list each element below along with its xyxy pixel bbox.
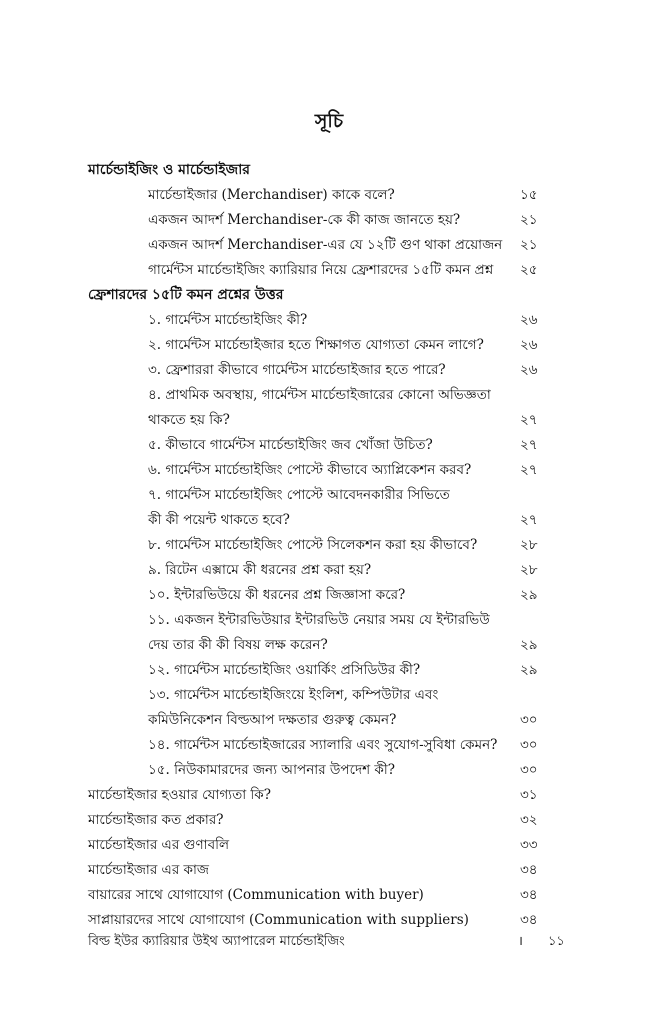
toc-entry-text: মার্চেন্ডাইজিং ও মার্চেন্ডাইজার bbox=[88, 162, 250, 178]
toc-entry bbox=[0, 408, 658, 433]
toc-entry bbox=[0, 633, 658, 658]
toc-entry-page-number: ১৫ bbox=[520, 187, 538, 203]
toc-entry-page-number: ২৬ bbox=[520, 312, 538, 328]
toc-entry bbox=[0, 758, 658, 783]
toc-entry-text: একজন আদর্শ Merchandiser-এর যে ১২টি গুণ থাকা প্রয়োজন bbox=[148, 237, 503, 253]
toc-entry-text: ১. গার্মেন্টস মার্চেন্ডাইজিং কী? bbox=[148, 312, 308, 328]
toc-entry bbox=[0, 558, 658, 583]
toc-entry-text: ৮. গার্মেন্টস মার্চেন্ডাইজিং পোস্টে সিলেকশন করা হয় কীভাবে? bbox=[148, 537, 478, 553]
toc-entry bbox=[0, 358, 658, 383]
toc-section-heading bbox=[0, 283, 658, 308]
toc-entry-page-number: ২৭ bbox=[520, 462, 538, 478]
toc-entry-page-number: ২৬ bbox=[520, 337, 538, 353]
toc-entry-text: দেয় তার কী কী বিষয় লক্ষ করেন? bbox=[148, 637, 328, 653]
footer-page-number: ১১ bbox=[548, 934, 565, 949]
toc-entry-page-number: ২১ bbox=[520, 237, 538, 253]
toc-entry-text: ৯. রিটেন এক্সামে কী ধরনের প্রশ্ন করা হয়? bbox=[148, 562, 372, 578]
toc-entry-text: মার্চেন্ডাইজার (Merchandiser) কাকে বলে? bbox=[148, 187, 395, 203]
toc-entry bbox=[0, 658, 658, 683]
toc-entry-page-number: ২৮ bbox=[520, 537, 538, 553]
toc-entry bbox=[0, 333, 658, 358]
toc-entry-text: ১৫. নিউকামারদের জন্য আপনার উপদেশ কী? bbox=[148, 762, 395, 778]
toc-entry bbox=[0, 583, 658, 608]
toc-entry-page-number: ৩৩ bbox=[520, 837, 538, 853]
toc-entry-text: ৩. ফ্রেশাররা কীভাবে গার্মেন্টস মার্চেন্ডাইজার হতে পারে? bbox=[148, 362, 446, 378]
toc-entry bbox=[0, 433, 658, 458]
toc-entry-page-number: ২৯ bbox=[520, 662, 538, 678]
toc-entry bbox=[0, 483, 658, 508]
toc-entry-page-number: ২৭ bbox=[520, 512, 538, 528]
toc-entry bbox=[0, 383, 658, 408]
toc-entry-text: ফ্রেশারদের ১৫টি কমন প্রশ্নের উত্তর bbox=[88, 287, 284, 303]
toc-entry-page-number: ৩০ bbox=[520, 712, 538, 728]
toc-entry bbox=[0, 608, 658, 633]
toc-entry-text: ১৪. গার্মেন্টস মার্চেন্ডাইজারের স্যালারি এবং সুযোগ-সুবিধা কেমন? bbox=[148, 737, 498, 753]
toc-entry-text: ১০. ইন্টারভিউয়ে কী ধরনের প্রশ্ন জিজ্ঞাসা করে? bbox=[148, 587, 406, 603]
toc-entry-text: কী কী পয়েন্ট থাকতে হবে? bbox=[148, 512, 290, 528]
page-title: সূচি bbox=[314, 110, 344, 132]
toc-entry-text: বায়ারের সাথে যোগাযোগ (Communication with buyer) bbox=[88, 887, 424, 903]
footer-separator: । bbox=[518, 934, 523, 949]
toc-entry bbox=[0, 183, 658, 208]
toc-entry bbox=[0, 783, 658, 808]
toc-entry-text: ৬. গার্মেন্টস মার্চেন্ডাইজিং পোস্টে কীভাবে অ্যাপ্লিকেশন করব? bbox=[148, 462, 472, 478]
toc-entry-text: গার্মেন্টস মার্চেন্ডাইজিং ক্যারিয়ার নিয়ে ফ্রেশারদের ১৫টি কমন প্রশ্ন bbox=[148, 262, 494, 278]
toc-entry-page-number: ৩৪ bbox=[520, 862, 538, 878]
toc-entry-text: ৪. প্রাথমিক অবস্থায়, গার্মেন্টস মার্চেন্ডাইজারের কোনো অভিজ্ঞতা bbox=[148, 387, 491, 403]
toc-entry-text: মার্চেন্ডাইজার এর গুণাবলি bbox=[88, 837, 230, 853]
toc-entry bbox=[0, 883, 658, 908]
table-of-contents bbox=[0, 158, 658, 933]
toc-entry-page-number: ৩৪ bbox=[520, 912, 538, 928]
toc-entry bbox=[0, 858, 658, 883]
toc-entry-text: একজন আদর্শ Merchandiser-কে কী কাজ জানতে হয়? bbox=[148, 212, 461, 228]
toc-entry bbox=[0, 683, 658, 708]
toc-entry-page-number: ৩০ bbox=[520, 737, 538, 753]
toc-entry bbox=[0, 708, 658, 733]
page-footer bbox=[0, 930, 658, 954]
toc-entry-text: ৭. গার্মেন্টস মার্চেন্ডাইজিং পোস্টে আবেদনকারীর সিভিতে bbox=[148, 487, 450, 503]
toc-entry bbox=[0, 508, 658, 533]
toc-entry-page-number: ২১ bbox=[520, 212, 538, 228]
toc-entry bbox=[0, 833, 658, 858]
toc-entry-text: ১১. একজন ইন্টারভিউয়ার ইন্টারভিউ নেয়ার সময় যে ইন্টারভিউ bbox=[148, 612, 490, 628]
toc-entry bbox=[0, 208, 658, 233]
toc-entry-text: সাপ্লায়ারদের সাথে যোগাযোগ (Communication with suppliers) bbox=[88, 912, 469, 928]
toc-entry-page-number: ২৮ bbox=[520, 562, 538, 578]
toc-entry-text: থাকতে হয় কি? bbox=[148, 412, 230, 428]
toc-entry-text: ৫. কীভাবে গার্মেন্টস মার্চেন্ডাইজিং জব খোঁজা উচিত? bbox=[148, 437, 433, 453]
toc-entry-text: কমিউনিকেশন বিল্ডআপ দক্ষতার গুরুত্ব কেমন? bbox=[148, 712, 397, 728]
toc-entry-text: মার্চেন্ডাইজার কত প্রকার? bbox=[88, 812, 224, 828]
toc-entry bbox=[0, 308, 658, 333]
footer-book-title: বিল্ড ইউর ক্যারিয়ার উইথ অ্যাপারেল মার্চেন্ডাইজিং bbox=[88, 934, 345, 949]
toc-entry-page-number: ২৬ bbox=[520, 362, 538, 378]
toc-entry-page-number: ২৯ bbox=[520, 587, 538, 603]
toc-entry bbox=[0, 733, 658, 758]
toc-entry-page-number: ৩১ bbox=[520, 787, 538, 803]
toc-section-heading bbox=[0, 158, 658, 183]
toc-entry-page-number: ২৭ bbox=[520, 437, 538, 453]
toc-entry-text: ১২. গার্মেন্টস মার্চেন্ডাইজিং ওয়ার্কিং প্রসিডিউর কী? bbox=[148, 662, 421, 678]
toc-entry bbox=[0, 233, 658, 258]
toc-entry-page-number: ৩৪ bbox=[520, 887, 538, 903]
toc-entry bbox=[0, 808, 658, 833]
toc-entry-page-number: ২৫ bbox=[520, 262, 538, 278]
toc-entry bbox=[0, 533, 658, 558]
toc-entry-page-number: ২৯ bbox=[520, 637, 538, 653]
toc-entry-page-number: ৩২ bbox=[520, 812, 538, 828]
toc-entry-text: মার্চেন্ডাইজার এর কাজ bbox=[88, 862, 209, 878]
toc-entry bbox=[0, 258, 658, 283]
toc-entry-text: ১৩. গার্মেন্টস মার্চেন্ডাইজিংয়ে ইংলিশ, কম্পিউটার এবং bbox=[148, 687, 439, 703]
toc-entry-page-number: ৩০ bbox=[520, 762, 538, 778]
toc-entry bbox=[0, 458, 658, 483]
toc-entry-page-number: ২৭ bbox=[520, 412, 538, 428]
toc-entry-text: ২. গার্মেন্টস মার্চেন্ডাইজার হতে শিক্ষাগত যোগ্যতা কেমন লাগে? bbox=[148, 337, 484, 353]
toc-entry-text: মার্চেন্ডাইজার হওয়ার যোগ্যতা কি? bbox=[88, 787, 271, 803]
